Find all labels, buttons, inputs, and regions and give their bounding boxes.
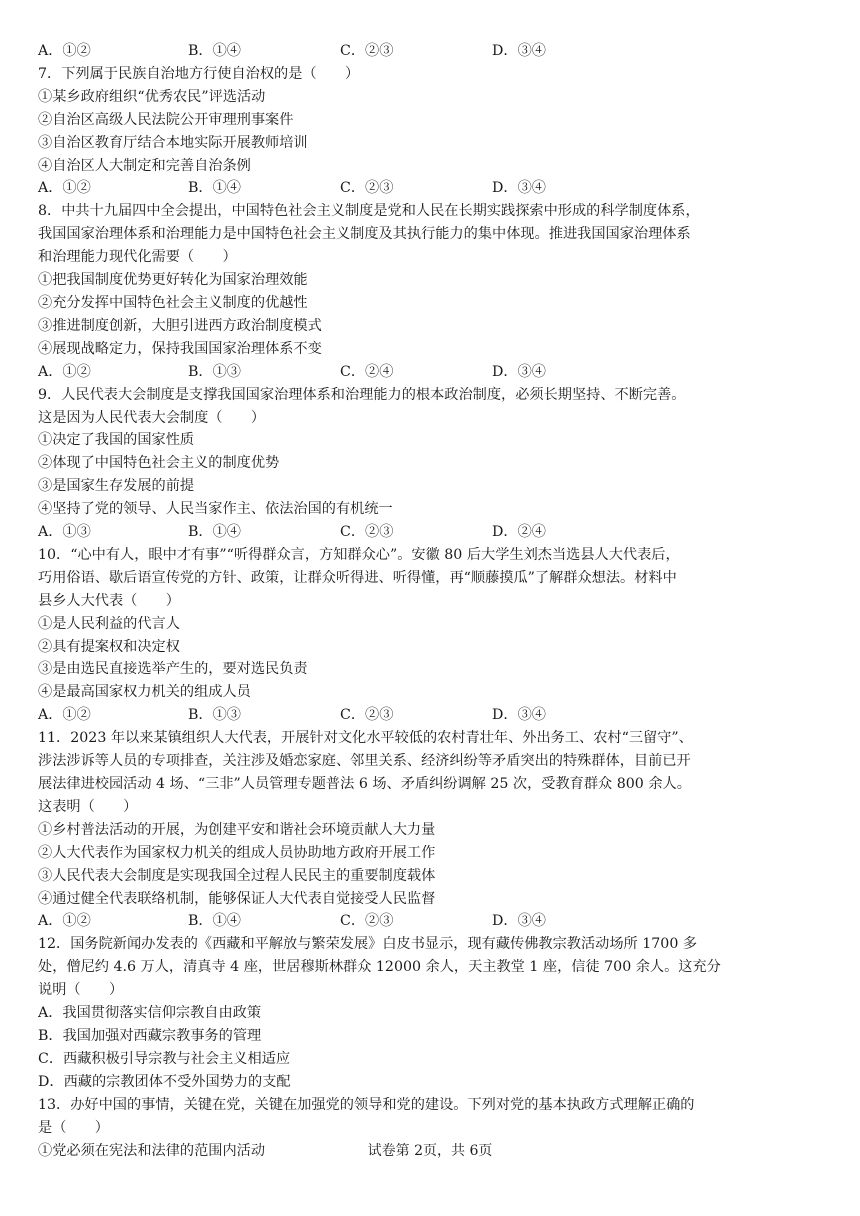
question-10-stem-line: 10．“心中有人，眼中才有事”“听得群众言，方知群众心”。安徽 80 后大学生刘杰当选县人大代表后，	[38, 546, 680, 563]
question-7-item: ④自治区人大制定和完善自治条例	[38, 157, 251, 174]
question-12-choice-b: B．我国加强对西藏宗教事务的管理	[38, 1027, 262, 1044]
question-9-stem-line: 这是因为人民代表大会制度（ ）	[38, 409, 266, 426]
question-12-stem-line: 12．国务院新闻办发表的《西藏和平解放与繁荣发展》白皮书显示，现有藏传佛教宗教活动场所 1700 多	[38, 936, 698, 953]
question-11-item: ②人大代表作为国家权力机关的组成人员协助地方政府开展工作	[38, 844, 436, 861]
question-10-item: ①是人民利益的代言人	[38, 615, 180, 632]
question-8-stem-line: 8．中共十九届四中全会提出，中国特色社会主义制度是党和人民在长期实践探索中形成的科学制度体系，	[38, 203, 700, 220]
question-10-options	[38, 704, 828, 727]
question-8-item: ②充分发挥中国特色社会主义制度的优越性	[38, 294, 308, 311]
question-10-stem-line: 县乡人大代表（ ）	[38, 592, 180, 609]
question-9-item: ④坚持了党的领导、人民当家作主、依法治国的有机统一	[38, 501, 393, 518]
question-12-choice-a: A．我国贯彻落实信仰宗教自由政策	[38, 1005, 262, 1022]
question-11-stem-line: 这表明（ ）	[38, 798, 138, 815]
option-b: B．①④	[188, 43, 241, 59]
option-c: C．②③	[340, 43, 394, 59]
question-8-stem-line: 和治理能力现代化需要（ ）	[38, 249, 237, 266]
question-8-stem-line: 我国国家治理体系和治理能力是中国特色社会主义制度及其执行能力的集中体现。推进我国国家治理体系	[38, 226, 691, 243]
question-9-stem-line: 9．人民代表大会制度是支撑我国国家治理体系和治理能力的根本政治制度，必须长期坚持、不断完善。	[38, 386, 686, 403]
option-d: D．③④	[492, 43, 546, 59]
option-a: A．①②	[38, 43, 91, 59]
question-7-item: ①某乡政府组织“优秀农民”评选活动	[38, 88, 266, 105]
question-8-item: ①把我国制度优势更好转化为国家治理效能	[38, 272, 308, 289]
page-footer: 试卷第 2页，共 6页	[367, 1143, 493, 1159]
question-7-item: ②自治区高级人民法院公开审理刑事案件	[38, 111, 294, 128]
option-c: C．②③	[340, 707, 394, 724]
option-b: B．①④	[188, 180, 241, 197]
option-d: D．③④	[492, 707, 546, 724]
question-10-item: ②具有提案权和决定权	[38, 638, 180, 655]
option-d: D．③④	[492, 180, 546, 197]
question-12-stem-line: 说明（ ）	[38, 982, 124, 999]
option-b: B．①③	[188, 363, 241, 380]
option-b: B．①④	[188, 913, 241, 930]
option-a: A．①②	[38, 180, 91, 197]
question-10-item: ④是最高国家权力机关的组成人员	[38, 684, 251, 701]
option-a: A．①③	[38, 524, 91, 541]
question-7-options	[38, 177, 828, 200]
option-c: C．②③	[340, 524, 394, 541]
question-9-item: ②体现了中国特色社会主义的制度优势	[38, 455, 280, 472]
question-9-item: ①决定了我国的国家性质	[38, 432, 195, 449]
question-11-stem-line: 11．2023 年以来某镇组织人大代表，开展针对文化水平较低的农村青壮年、外出务工、农村“三留守”、	[38, 730, 693, 747]
question-13-item: ①党必须在宪法和法律的范围内活动	[38, 1142, 266, 1159]
option-c: C．②④	[340, 363, 394, 380]
option-a: A．①②	[38, 707, 91, 724]
option-c: C．②③	[340, 913, 394, 930]
question-7-stem: 7．下列属于民族自治地方行使自治权的是（ ）	[38, 65, 360, 82]
question-11-stem-line: 涉法涉诉等人员的专项排查，关注涉及婚恋家庭、邻里关系、经济纠纷等矛盾突出的特殊群体，目前已开	[38, 753, 691, 770]
question-11-item: ③人民代表大会制度是实现我国全过程人民民主的重要制度载体	[38, 867, 436, 884]
option-a: A．①②	[38, 363, 91, 380]
question-9-item: ③是国家生存发展的前提	[38, 478, 195, 495]
option-b: B．①④	[188, 524, 241, 541]
question-12-stem-line: 处，僧尼约 4.6 万人，清真寺 4 座，世居穆斯林群众 12000 余人，天主教堂 1 座，信徒 700 余人。这充分	[38, 959, 721, 976]
question-7-item: ③自治区教育厅结合本地实际开展教师培训	[38, 134, 308, 151]
question-13-stem-line: 是（ ）	[38, 1119, 109, 1136]
question-8-item: ③推进制度创新，大胆引进西方政治制度模式	[38, 317, 322, 334]
question-10-item: ③是由选民直接选举产生的，要对选民负责	[38, 661, 308, 678]
question-13-stem-line: 13．办好中国的事情，关键在党，关键在加强党的领导和党的建设。下列对党的基本执政方式理解正确的	[38, 1096, 695, 1113]
exam-page	[38, 40, 828, 1162]
question-10-stem-line: 巧用俗语、歇后语宣传党的方针、政策，让群众听得进、听得懂，再“顺藤摸瓜”了解群众想法。材料中	[38, 569, 677, 586]
option-d: D．②④	[492, 524, 546, 541]
option-a: A．①②	[38, 913, 91, 930]
option-d: D．③④	[492, 363, 546, 380]
option-c: C．②③	[340, 180, 394, 197]
question-11-item: ④通过健全代表联络机制，能够保证人大代表自觉接受人民监督	[38, 890, 436, 907]
question-8-options	[38, 361, 828, 384]
question-9-options	[38, 521, 828, 544]
answer-options	[38, 40, 828, 63]
question-11-item: ①乡村普法活动的开展，为创建平安和谐社会环境贡献人大力量	[38, 821, 436, 838]
question-12-choice-c: C．西藏积极引导宗教与社会主义相适应	[38, 1050, 291, 1067]
option-b: B．①③	[188, 707, 241, 724]
question-11-options	[38, 910, 828, 933]
option-d: D．③④	[492, 913, 546, 930]
question-12-choice-d: D．西藏的宗教团体不受外国势力的支配	[38, 1073, 291, 1090]
question-11-stem-line: 展法律进校园活动 4 场、“三非”人员管理专题普法 6 场、矛盾纠纷调解 25 次，受教育群众 800 余人。	[38, 776, 691, 792]
question-8-item: ④展现战略定力，保持我国国家治理体系不变	[38, 340, 322, 357]
